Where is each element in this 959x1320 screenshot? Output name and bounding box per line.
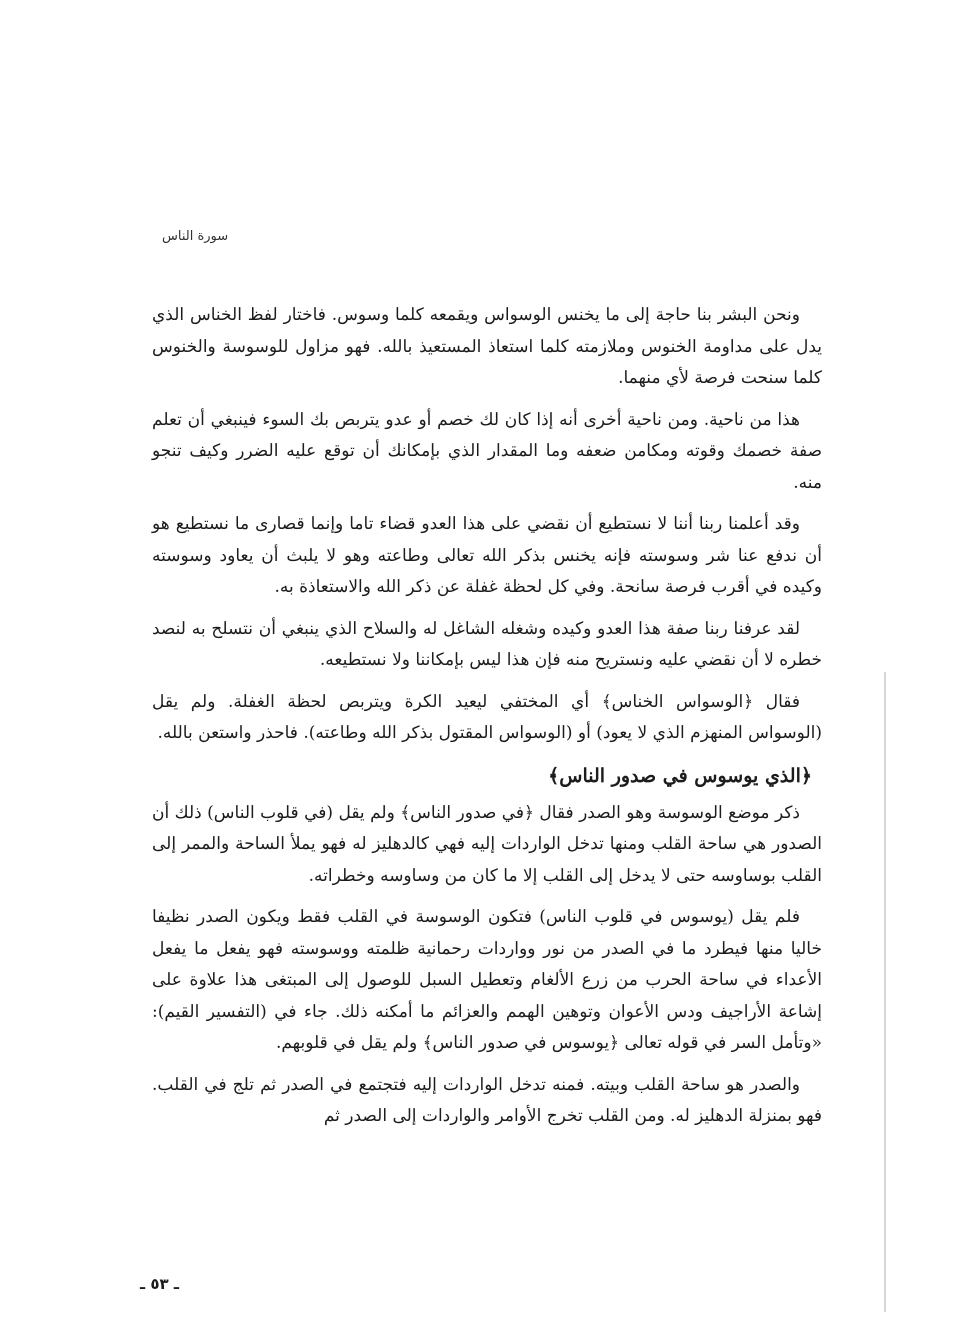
paragraph: لقد عرفنا ربنا صفة هذا العدو وكيده وشغله الشاغل له والسلاح الذي ينبغي أن نتسلح به لنصد خطره لا أن نقضي عليه ونستريح منه فإن هذا ليس بإمكاننا ولا نستطيعه. — [152, 618, 822, 670]
paragraph: ونحن البشر بنا حاجة إلى ما يخنس الوسواس ويقمعه كلما وسوس. فاختار لفظ الخناس الذي يدل على مداومة الخنوس وملازمته كلما استعاذ المستعيذ بالله. فهو مزاول للوسوسة والخنوس كلما سنحت فرصة لأي منهما. — [152, 305, 822, 388]
section-heading: ﴿الذي يوسوس في صدور الناس﴾ — [548, 764, 812, 787]
page-body — [152, 300, 822, 1143]
paragraph: والصدر هو ساحة القلب وبيته. فمنه تدخل الواردات إليه فتجتمع في الصدر ثم تلج في القلب. فهو بمنزلة الدهليز له. ومن القلب تخرج الأوامر والواردات إلى الصدر ثم — [152, 1074, 822, 1126]
page-edge-line — [884, 672, 886, 1312]
paragraph: هذا من ناحية. ومن ناحية أخرى أنه إذا كان لك خصم أو عدو يتربص بك السوء فينبغي أن تعلم صفة خصمك وقوته ومكامن ضعفه وما المقدار الذي بإمكانك أن توقع عليه الضرر وكيف تنجو منه. — [152, 409, 823, 493]
paragraph: فلم يقل (يوسوس في قلوب الناس) فتكون الوسوسة في القلب فقط ويكون الصدر نظيفا خاليا منها فيطرد ما في الصدر من نور وواردات رحمانية ظلمته ووسوسته فهو يفعل ما يفعل الأعداء في ساحة الحرب من زرع الألغام وتعطيل السبل للوصول إلى المبتغى هذا علاوة على إشاعة الأراجيف ودس الأعوان وتوهين الهمم والعزائم ما أمكنه ذلك. جاء في (التفسير القيم): «وتأمل السر في قوله تعالى ﴿يوسوس في صدور الناس﴾ ولم يقل في قلوبهم. — [152, 907, 822, 1053]
running-header: سورة الناس — [162, 229, 229, 244]
paragraph: فقال ﴿الوسواس الخناس﴾ أي المختفي ليعيد الكرة ويتربص لحظة الغفلة. ولم يقل (الوسواس المنهزم الذي لا يعود) أو (الوسواس المقتول بذكر الله وطاعته). فاحذر واستعن بالله. — [152, 691, 822, 743]
page-number: ـ ٥٣ ـ — [140, 1275, 180, 1293]
paragraph: ذكر موضع الوسوسة وهو الصدر فقال ﴿في صدور الناس﴾ ولم يقل (في قلوب الناس) ذلك أن الصدور هي ساحة القلب ومنها تدخل الواردات إليه فهي كالدهليز له فهو يملأ الساحة والممر إلى القلب بوساوسه حتى لا يدخل إلى القلب إلا ما كان من وساوسه وخطراته. — [152, 802, 822, 886]
paragraph: وقد أعلمنا ربنا أننا لا نستطيع أن نقضي على هذا العدو قضاء تاما وإنما قصارى ما نستطيع هو أن ندفع عنا شر وسوسته فإنه يخنس بذكر الله تعالى وطاعته وهو لا يلبث أن يعاود وسوسته وكيده في أقرب فرصة سانحة. وفي كل لحظة غفلة عن ذكر الله والاستعاذة به. — [152, 514, 822, 597]
